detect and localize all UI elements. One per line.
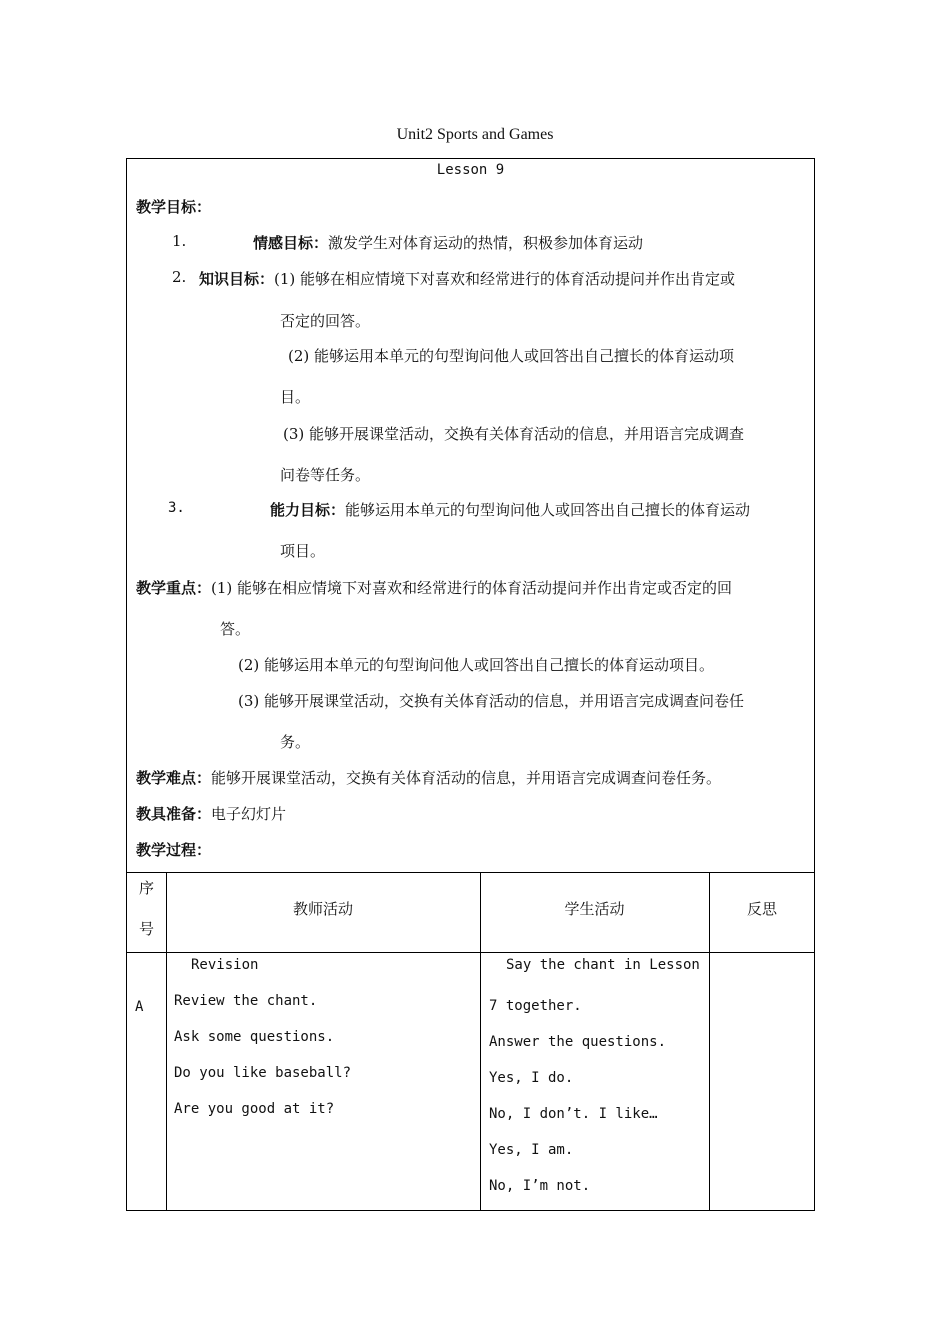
difficulty-text: 能够开展课堂活动，交换有关体育活动的信息，并用语言完成调查问卷任务。 (211, 769, 722, 787)
objective-label: 能力目标： (270, 501, 346, 519)
row-seq: A (135, 999, 144, 1015)
table-column-divider (166, 872, 167, 1211)
objective-number: 3. (168, 500, 185, 516)
teacher-activity-line: Revision (191, 957, 259, 973)
key-point-3: (3) 能够开展课堂活动，交换有关体育活动的信息，并用语言完成调查问卷任 (238, 692, 745, 710)
objective-2-text (199, 268, 735, 289)
objective-1 (172, 232, 186, 250)
objective-3-text (270, 499, 750, 520)
difficulty-label: 教学难点： (136, 769, 212, 787)
lesson-title: Lesson 9 (436, 162, 505, 178)
objective-2-cont: 否定的回答。 (280, 312, 371, 330)
key-point-1: (1) 能够在相应情境下对喜欢和经常进行的体育活动提问并作出肯定或否定的回 (211, 579, 733, 597)
table-column-divider (709, 872, 710, 1211)
objectives-heading: 教学目标： (136, 198, 212, 216)
objective-3 (168, 500, 185, 516)
objective-label: 知识目标： (199, 270, 275, 288)
key-point-3-cont: 务。 (280, 733, 311, 751)
header-seq-bottom: 号 (139, 920, 155, 938)
objective-1-text (253, 232, 643, 253)
process-label: 教学过程： (136, 841, 212, 859)
student-activity-line: No, I’m not. (489, 1178, 591, 1194)
student-activity-line: Answer the questions. (489, 1034, 667, 1050)
teacher-activity-line: Are you good at it? (174, 1101, 335, 1117)
teacher-activity-line: Do you like baseball? (174, 1065, 352, 1081)
table-top-border (126, 872, 815, 873)
teacher-activity-line: Ask some questions. (174, 1029, 335, 1045)
student-activity-line: 7 together. (489, 998, 582, 1014)
document-title: Unit2 Sports and Games (396, 126, 554, 143)
header-student-activity: 学生活动 (564, 900, 625, 918)
objective-body: (1) 能够在相应情境下对喜欢和经常进行的体育活动提问并作出肯定或 (274, 270, 736, 288)
objective-2-sub-3: (3) 能够开展课堂活动，交换有关体育活动的信息，并用语言完成调查 (283, 425, 745, 443)
key-points-line-1 (136, 577, 732, 598)
objective-label: 情感目标： (253, 234, 329, 252)
header-reflection: 反思 (746, 900, 777, 918)
key-points-label: 教学重点： (136, 579, 212, 597)
header-seq-top: 序 (139, 879, 155, 897)
table-column-divider (480, 872, 481, 1211)
difficulty-line (136, 767, 721, 788)
objective-number: 1. (172, 232, 187, 250)
key-point-2: (2) 能够运用本单元的句型询问他人或回答出自己擅长的体育运动项目。 (238, 656, 715, 674)
header-teacher-activity: 教师活动 (292, 900, 353, 918)
teacher-activity-line: Review the chant. (174, 993, 318, 1009)
table-header-divider (126, 952, 815, 953)
lesson-plan-frame (126, 158, 815, 1211)
objective-2-sub-2: (2) 能够运用本单元的句型询问他人或回答出自己擅长的体育运动项 (288, 347, 735, 365)
student-activity-line: Yes, I do. (489, 1070, 574, 1086)
materials-text: 电子幻灯片 (211, 805, 287, 823)
materials-line (136, 803, 286, 824)
objective-body: 能够运用本单元的句型询问他人或回答出自己擅长的体育运动 (345, 501, 751, 519)
student-activity-line: Yes, I am. (489, 1142, 574, 1158)
student-activity-line: No, I don’t. I like… (489, 1106, 658, 1122)
objective-2 (172, 268, 186, 286)
objective-2-sub-2-cont: 目。 (280, 388, 311, 406)
student-activity-line: Say the chant in Lesson (506, 957, 700, 973)
objective-2-sub-3-cont: 问卷等任务。 (280, 466, 371, 484)
key-point-1-cont: 答。 (220, 620, 251, 638)
materials-label: 教具准备： (136, 805, 212, 823)
objective-body: 激发学生对体育运动的热情，积极参加体育运动 (328, 234, 644, 252)
objective-number: 2. (172, 268, 187, 286)
objective-3-cont: 项目。 (280, 542, 326, 560)
